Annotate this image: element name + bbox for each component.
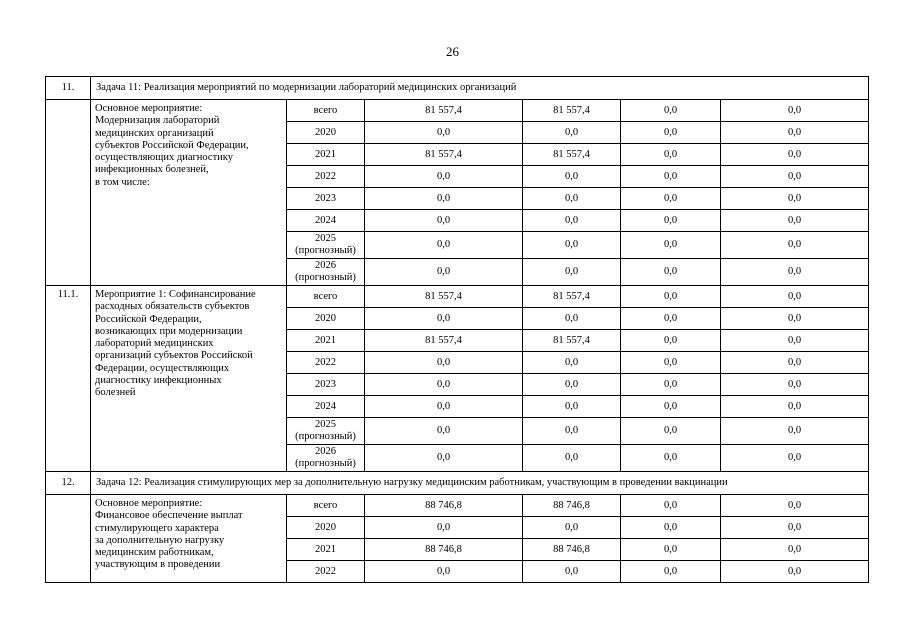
value-cell: 0,0 — [621, 100, 721, 122]
year-cell — [287, 166, 365, 188]
value-cell: 0,0 — [365, 396, 523, 418]
year-label: 2025 — [315, 419, 336, 430]
value-cell: 0,0 — [721, 495, 869, 517]
value-cell: 88 746,8 — [523, 539, 621, 561]
value-cell: 81 557,4 — [523, 330, 621, 352]
value-cell: 0,0 — [523, 561, 621, 583]
year-cell — [287, 210, 365, 232]
value-cell: 0,0 — [523, 122, 621, 144]
year-cell — [287, 539, 365, 561]
page-number: 26 — [446, 44, 459, 59]
value-cell: 0,0 — [621, 259, 721, 286]
task-index: 12. — [46, 472, 91, 495]
description-line: медицинских организаций — [95, 127, 214, 139]
description-line: Основное мероприятие: — [95, 103, 203, 114]
value-cell: 0,0 — [621, 561, 721, 583]
year-note: (прогнозный) — [295, 245, 356, 256]
description-line: Мероприятие 1: Софинансирование — [95, 289, 256, 300]
value-cell: 0,0 — [365, 561, 523, 583]
year-cell — [287, 232, 365, 259]
value-cell: 0,0 — [365, 188, 523, 210]
value-cell: 0,0 — [621, 445, 721, 472]
value-cell: 0,0 — [621, 210, 721, 232]
value-cell: 0,0 — [721, 122, 869, 144]
value-cell: 0,0 — [523, 210, 621, 232]
value-cell: 0,0 — [721, 517, 869, 539]
value-cell: 0,0 — [621, 517, 721, 539]
value-cell: 0,0 — [365, 517, 523, 539]
description-line: стимулирующего характера — [95, 522, 219, 534]
year-label: всего — [313, 104, 338, 116]
description-line: за дополнительную нагрузку — [95, 534, 225, 546]
description-line: организаций субъектов Российской — [95, 350, 253, 362]
value-cell: 88 746,8 — [365, 495, 523, 517]
value-cell: 0,0 — [365, 418, 523, 445]
year-label: 2021 — [315, 543, 336, 555]
year-note: (прогнозный) — [295, 272, 356, 283]
year-label: 2021 — [315, 334, 336, 346]
year-cell — [287, 308, 365, 330]
value-cell: 0,0 — [621, 122, 721, 144]
value-cell: 0,0 — [621, 144, 721, 166]
value-cell: 81 557,4 — [365, 144, 523, 166]
task-index: 11. — [46, 77, 91, 100]
value-cell: 0,0 — [721, 352, 869, 374]
year-label: 2020 — [315, 521, 336, 533]
value-cell: 0,0 — [721, 539, 869, 561]
activity-index: 11.1. — [46, 286, 91, 472]
year-cell — [287, 495, 365, 517]
year-label: 2020 — [315, 126, 336, 138]
description-line: болезней — [95, 387, 136, 399]
value-cell: 0,0 — [721, 308, 869, 330]
value-cell: 88 746,8 — [523, 495, 621, 517]
description-line: лабораторий медицинских — [95, 338, 214, 350]
value-cell: 0,0 — [721, 396, 869, 418]
value-cell: 0,0 — [523, 517, 621, 539]
year-cell — [287, 286, 365, 308]
value-cell: 0,0 — [621, 352, 721, 374]
activity-description — [91, 495, 287, 583]
value-cell: 0,0 — [523, 445, 621, 472]
description-line: Финансовое обеспечение выплат — [95, 510, 243, 522]
year-label: 2022 — [315, 356, 336, 368]
year-cell — [287, 445, 365, 472]
year-label: 2024 — [315, 214, 336, 226]
description-line: диагностику инфекционных — [95, 375, 222, 387]
value-cell: 0,0 — [721, 100, 869, 122]
value-cell: 0,0 — [365, 122, 523, 144]
year-cell — [287, 188, 365, 210]
value-cell: 0,0 — [721, 330, 869, 352]
value-cell: 0,0 — [523, 352, 621, 374]
value-cell: 0,0 — [365, 374, 523, 396]
year-label: 2023 — [315, 192, 336, 204]
year-label: 2022 — [315, 565, 336, 577]
year-cell — [287, 100, 365, 122]
activity-index — [46, 495, 91, 583]
description-line: расходных обязательств субъектов — [95, 301, 250, 313]
description-line: Модернизация лабораторий — [95, 115, 220, 127]
value-cell: 0,0 — [621, 495, 721, 517]
year-cell — [287, 374, 365, 396]
year-label: 2026 — [315, 260, 336, 271]
value-cell: 0,0 — [365, 166, 523, 188]
value-cell: 0,0 — [721, 188, 869, 210]
year-cell — [287, 517, 365, 539]
description-line: возникающих при модернизации — [95, 325, 243, 337]
value-cell: 0,0 — [621, 308, 721, 330]
value-cell: 0,0 — [523, 418, 621, 445]
year-cell — [287, 561, 365, 583]
year-label: всего — [313, 499, 338, 511]
year-label: всего — [313, 290, 338, 302]
description-line: инфекционных болезней, — [95, 164, 209, 176]
value-cell: 0,0 — [523, 166, 621, 188]
value-cell: 81 557,4 — [523, 286, 621, 308]
year-note: (прогнозный) — [295, 458, 356, 469]
task-row — [46, 472, 869, 495]
year-cell — [287, 122, 365, 144]
year-label: 2020 — [315, 312, 336, 324]
value-cell: 0,0 — [365, 445, 523, 472]
description-line: Российской Федерации, — [95, 313, 202, 325]
year-label: 2023 — [315, 378, 336, 390]
activity-description — [91, 286, 287, 472]
year-label: 2026 — [315, 446, 336, 457]
table-row — [46, 100, 869, 122]
value-cell: 0,0 — [523, 374, 621, 396]
value-cell: 0,0 — [523, 308, 621, 330]
value-cell: 0,0 — [621, 374, 721, 396]
value-cell: 81 557,4 — [523, 100, 621, 122]
activity-description — [91, 100, 287, 286]
value-cell: 0,0 — [721, 286, 869, 308]
description-line: субъектов Российской Федерации, — [95, 139, 249, 151]
activity-index — [46, 100, 91, 286]
value-cell: 0,0 — [621, 232, 721, 259]
value-cell: 0,0 — [721, 232, 869, 259]
value-cell: 0,0 — [621, 286, 721, 308]
value-cell: 0,0 — [523, 396, 621, 418]
description-line: участвующим в проведении — [95, 559, 221, 571]
year-cell — [287, 330, 365, 352]
task-title: Задача 12: Реализация стимулирующих мер за дополнительную нагрузку медицинским работникам, участвующим в проведении вакцинации — [91, 472, 869, 495]
description-line: в том числе: — [95, 176, 150, 188]
value-cell: 0,0 — [721, 418, 869, 445]
value-cell: 81 557,4 — [365, 286, 523, 308]
value-cell: 0,0 — [621, 396, 721, 418]
value-cell: 81 557,4 — [365, 330, 523, 352]
year-label: 2022 — [315, 170, 336, 182]
value-cell: 0,0 — [721, 210, 869, 232]
year-label: 2024 — [315, 400, 336, 412]
value-cell: 81 557,4 — [523, 144, 621, 166]
description-line: Основное мероприятие: — [95, 498, 203, 509]
value-cell: 0,0 — [621, 330, 721, 352]
value-cell: 0,0 — [365, 352, 523, 374]
description-line: осуществляющих диагностику — [95, 152, 233, 164]
value-cell: 0,0 — [621, 539, 721, 561]
value-cell: 0,0 — [721, 374, 869, 396]
description-line: Федерации, осуществляющих — [95, 362, 230, 374]
value-cell: 0,0 — [721, 259, 869, 286]
value-cell: 0,0 — [523, 232, 621, 259]
value-cell: 0,0 — [365, 210, 523, 232]
year-note: (прогнозный) — [295, 431, 356, 442]
task-row — [46, 77, 869, 100]
value-cell: 0,0 — [721, 166, 869, 188]
program-table — [45, 76, 869, 583]
year-cell — [287, 352, 365, 374]
task-title: Задача 11: Реализация мероприятий по модернизации лабораторий медицинских организаций — [91, 77, 869, 100]
value-cell: 0,0 — [621, 166, 721, 188]
value-cell: 0,0 — [621, 418, 721, 445]
value-cell: 0,0 — [365, 232, 523, 259]
value-cell: 0,0 — [721, 144, 869, 166]
value-cell: 0,0 — [523, 259, 621, 286]
table-row — [46, 495, 869, 517]
value-cell: 0,0 — [721, 561, 869, 583]
year-cell — [287, 259, 365, 286]
value-cell: 81 557,4 — [365, 100, 523, 122]
year-cell — [287, 396, 365, 418]
value-cell: 0,0 — [365, 259, 523, 286]
year-label: 2021 — [315, 148, 336, 160]
table-row — [46, 286, 869, 308]
value-cell: 88 746,8 — [365, 539, 523, 561]
table-body — [46, 77, 869, 583]
description-line: медицинским работникам, — [95, 547, 214, 559]
value-cell: 0,0 — [523, 188, 621, 210]
year-cell — [287, 144, 365, 166]
year-label: 2025 — [315, 233, 336, 244]
value-cell: 0,0 — [721, 445, 869, 472]
value-cell: 0,0 — [365, 308, 523, 330]
year-cell — [287, 418, 365, 445]
value-cell: 0,0 — [621, 188, 721, 210]
